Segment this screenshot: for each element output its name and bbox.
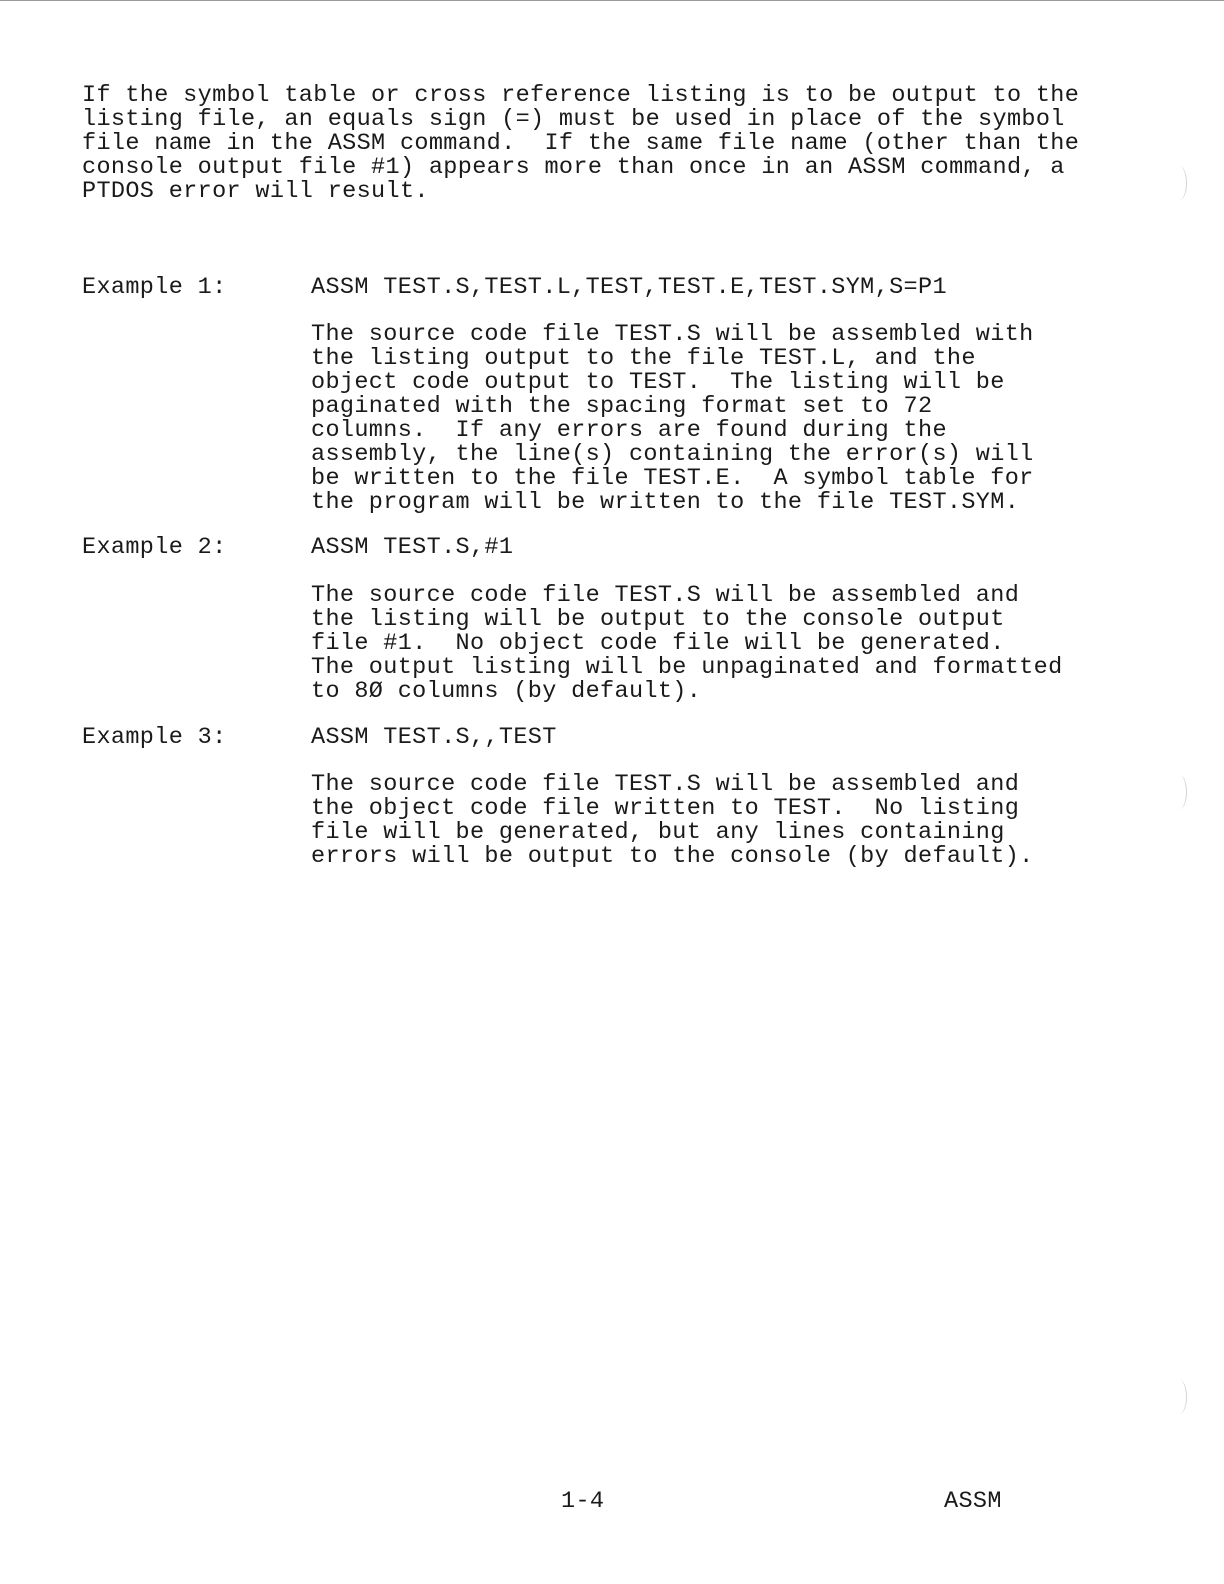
example-3-command: ASSM TEST.S,,TEST [311, 724, 557, 751]
intro-line: listing file, an equals sign (=) must be used in place of the symbol [82, 106, 1065, 133]
page-number: 1-4 [561, 1488, 605, 1515]
description-line: The source code file TEST.S will be assembled and [311, 771, 1020, 798]
description-line: The output listing will be unpaginated and formatted [311, 654, 1063, 681]
description-line: columns. If any errors are found during the [311, 417, 947, 444]
intro-line: console output file #1) appears more than once in an ASSM command, a [82, 154, 1065, 181]
description-line: the program will be written to the file TEST.SYM. [311, 489, 1020, 516]
description-line: the listing will be output to the console output [311, 606, 1005, 633]
intro-line: file name in the ASSM command. If the same file name (other than the [82, 130, 1080, 157]
top-edge-rule [0, 0, 1224, 1]
description-line: be written to the file TEST.E. A symbol table for [311, 465, 1034, 492]
description-line: object code output to TEST. The listing will be [311, 369, 1005, 396]
example-1-description [311, 323, 1034, 515]
description-line: file #1. No object code file will be generated. [311, 630, 1005, 657]
description-line: to 8Ø columns (by default). [311, 678, 702, 705]
example-1-command: ASSM TEST.S,TEST.L,TEST,TEST.E,TEST.SYM,S=P1 [311, 274, 947, 301]
intro-line: If the symbol table or cross reference listing is to be output to the [82, 82, 1080, 109]
description-line: assembly, the line(s) containing the error(s) will [311, 441, 1034, 468]
intro-paragraph [82, 84, 1079, 204]
intro-line: PTDOS error will result. [82, 178, 429, 205]
description-line: The source code file TEST.S will be assembled with [311, 321, 1034, 348]
example-2-label: Example 2: [82, 534, 227, 561]
example-1-label: Example 1: [82, 274, 227, 301]
description-line: the listing output to the file TEST.L, and the [311, 345, 976, 372]
description-line: paginated with the spacing format set to 72 [311, 393, 933, 420]
example-2-command: ASSM TEST.S,#1 [311, 534, 514, 561]
binder-hole-mark [1172, 1380, 1187, 1414]
section-name: ASSM [944, 1488, 1002, 1515]
example-3-label: Example 3: [82, 724, 227, 751]
description-line: the object code file written to TEST. No listing [311, 795, 1020, 822]
binder-hole-mark [1172, 166, 1187, 200]
binder-hole-mark [1172, 775, 1187, 809]
description-line: file will be generated, but any lines containing [311, 819, 1005, 846]
example-3-description [311, 773, 1034, 869]
example-2-description [311, 584, 1063, 704]
description-line: errors will be output to the console (by default). [311, 843, 1034, 870]
description-line: The source code file TEST.S will be assembled and [311, 582, 1020, 609]
